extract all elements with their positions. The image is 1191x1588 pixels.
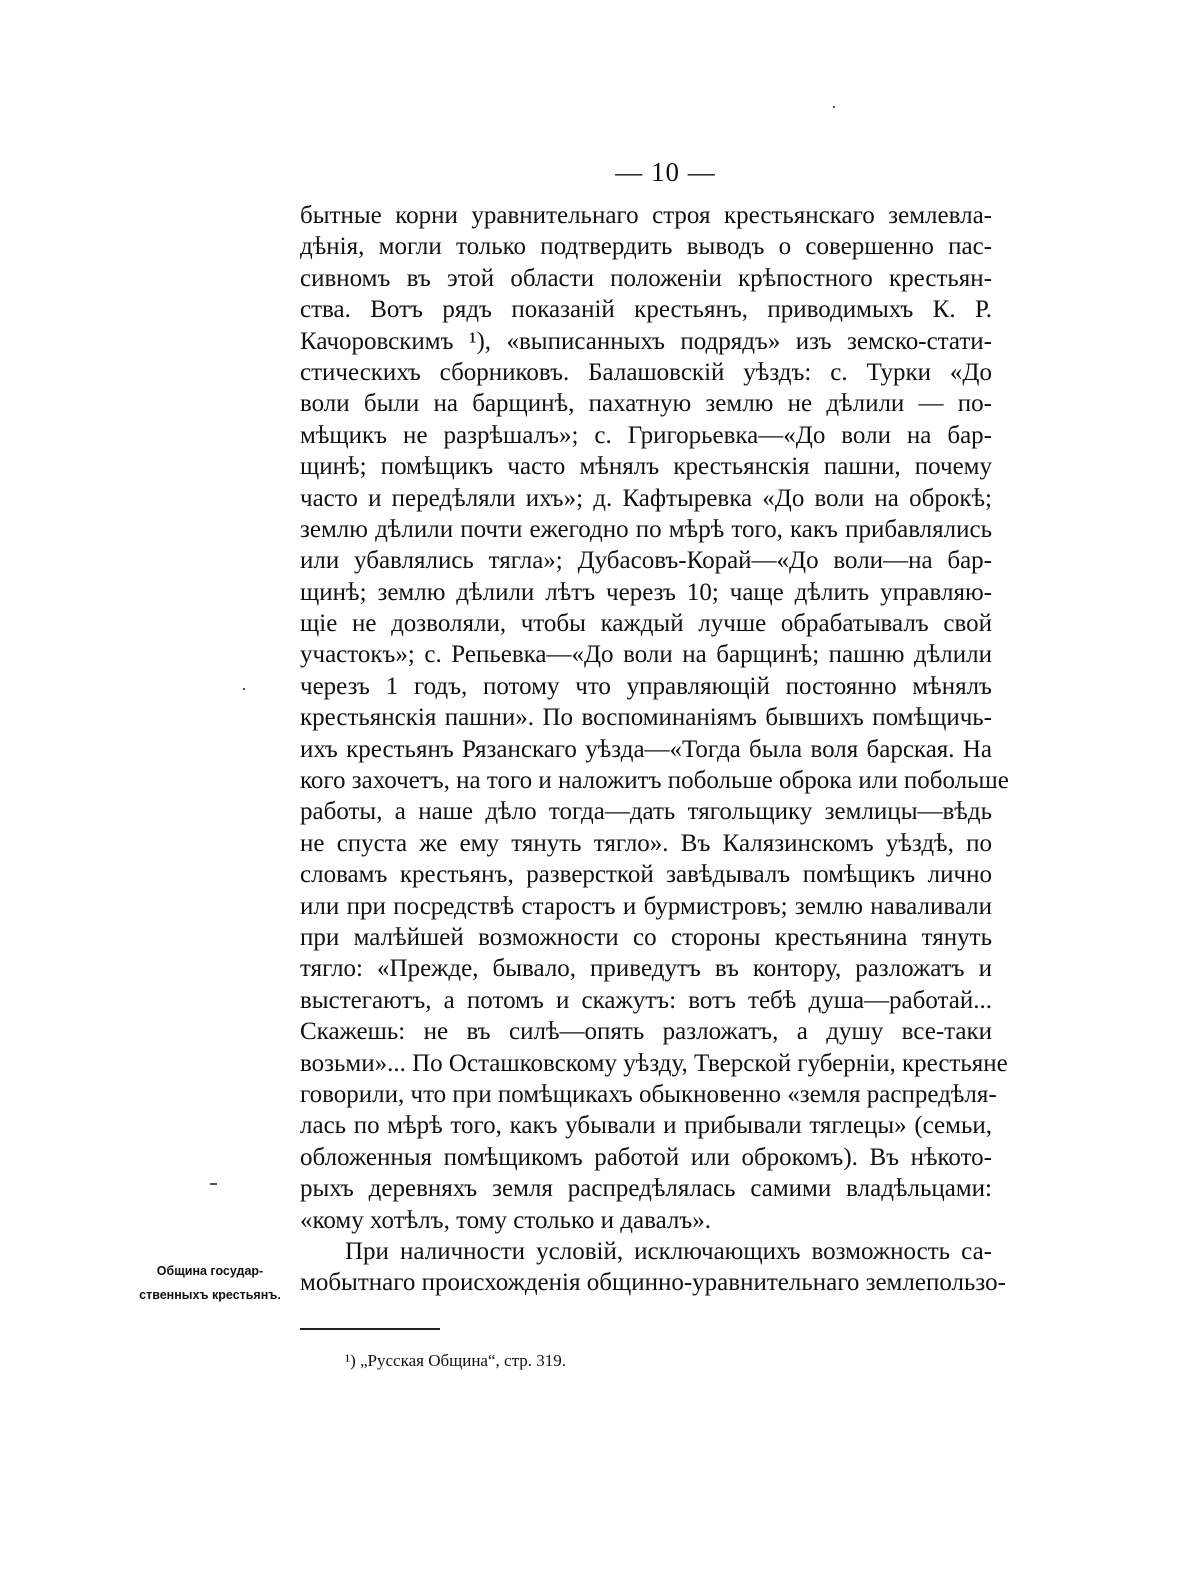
- text-line: при малѣйшей возможности со стороны крестьянина тянуть: [300, 923, 992, 951]
- text-line: лась по мѣрѣ того, какъ убывали и прибывали тяглецы» (семьи,: [300, 1112, 992, 1140]
- text-line: тягло: «Прежде, бывало, приведутъ въ контору, разложатъ и: [300, 955, 992, 983]
- text-line: Качоровскимъ ¹), «выписанныхъ подрядъ» изъ земско-стати-: [300, 327, 992, 355]
- margin-note-line: ственныхъ крестьянъ.: [139, 1288, 281, 1302]
- text-line: говорили, что при помѣщикахъ обыкновенно «земля распредѣля-: [300, 1080, 997, 1108]
- text-line: рыхъ деревняхъ земля распредѣлялась самими владѣльцами:: [300, 1175, 992, 1203]
- text-line: кого захочетъ, на того и наложитъ побольше оброка или побольше: [300, 767, 1009, 795]
- text-line: не спуста же ему тянуть тягло». Въ Калязинскомъ уѣздѣ, по: [300, 829, 992, 857]
- text-line: работы, а наше дѣло тогда—дать тягольщику землицы—вѣдь: [300, 798, 992, 826]
- text-line: мѣщикъ не разрѣшалъ»; с. Григорьевка—«До воли на бар-: [300, 421, 992, 449]
- footnote: ¹) „Русская Община“, стр. 319.: [345, 1351, 566, 1370]
- text-line: воли были на барщинѣ, пахатную землю не дѣлили — по-: [300, 390, 992, 418]
- text-line: мобытнаго происхожденія общинно-уравнительнаго землепользо-: [300, 1269, 1006, 1297]
- scan-speck: [833, 106, 835, 108]
- page-number: — 10 —: [615, 157, 716, 187]
- text-line: «кому хотѣлъ, тому столько и давалъ».: [300, 1206, 712, 1234]
- text-line: словамъ крестьянъ, разверсткой завѣдывалъ помѣщикъ лично: [300, 861, 992, 889]
- scan-speck: [210, 1183, 217, 1185]
- text-line: щинѣ; землю дѣлили лѣтъ черезъ 10; чаще дѣлить управляю-: [300, 578, 992, 606]
- text-line: ихъ крестьянъ Рязанскаго уѣзда—«Тогда была воля барская. На: [300, 735, 992, 763]
- text-line: или убавлялись тягла»; Дубасовъ-Корай—«До воли—на бар-: [300, 547, 992, 575]
- text-line: обложенныя помѣщикомъ работой или оброкомъ). Въ нѣкото-: [300, 1143, 992, 1171]
- text-line: стическихъ сборниковъ. Балашовскій уѣздъ: с. Турки «До: [300, 358, 992, 386]
- text-line: возьми»... По Осташковскому уѣзду, Тверской губерніи, крестьяне: [300, 1049, 1008, 1077]
- margin-note-line: Община государ-: [156, 1264, 264, 1278]
- text-line: щинѣ; помѣщикъ часто мѣнялъ крестьянскія пашни, почему: [300, 453, 992, 481]
- text-line: сивномъ въ этой области положеніи крѣпостного крестьян-: [300, 264, 992, 292]
- main-text: [300, 200, 1009, 1299]
- text-line: ства. Вотъ рядъ показаній крестьянъ, приводимыхъ К. Р.: [300, 296, 992, 324]
- text-line: При наличности условій, исключающихъ возможность са-: [345, 1237, 992, 1265]
- text-line: участокъ»; с. Репьевка—«До воли на барщинѣ; пашню дѣлили: [300, 641, 992, 669]
- scan-speck: [243, 688, 245, 690]
- text-line: бытные корни уравнительнаго строя крестьянскаго землевла-: [300, 202, 992, 229]
- footnote-rule: [300, 1328, 440, 1330]
- text-line: щіе не дозволяли, чтобы каждый лучше обрабатывалъ свой: [300, 610, 992, 638]
- text-line: Скажешь: не въ силѣ—опять разложатъ, а душу все-таки: [300, 1018, 992, 1046]
- text-line: крестьянскія пашни». По воспоминаніямъ бывшихъ помѣщичь-: [300, 704, 992, 732]
- text-line: черезъ 1 годъ, потому что управляющій постоянно мѣнялъ: [300, 672, 992, 700]
- text-line: землю дѣлили почти ежегодно по мѣрѣ того, какъ прибавлялись: [300, 515, 992, 543]
- text-line: выстегаютъ, а потомъ и скажутъ: вотъ тебѣ душа—работай...: [300, 986, 992, 1014]
- text-line: дѣнія, могли только подтвердить выводъ о совершенно пас-: [300, 233, 992, 261]
- margin-note: [130, 1259, 290, 1307]
- text-line: или при посредствѣ старостъ и бурмистровъ; землю наваливали: [300, 892, 992, 920]
- text-line: часто и передѣляли ихъ»; д. Кафтыревка «До воли на оброкѣ;: [300, 484, 992, 512]
